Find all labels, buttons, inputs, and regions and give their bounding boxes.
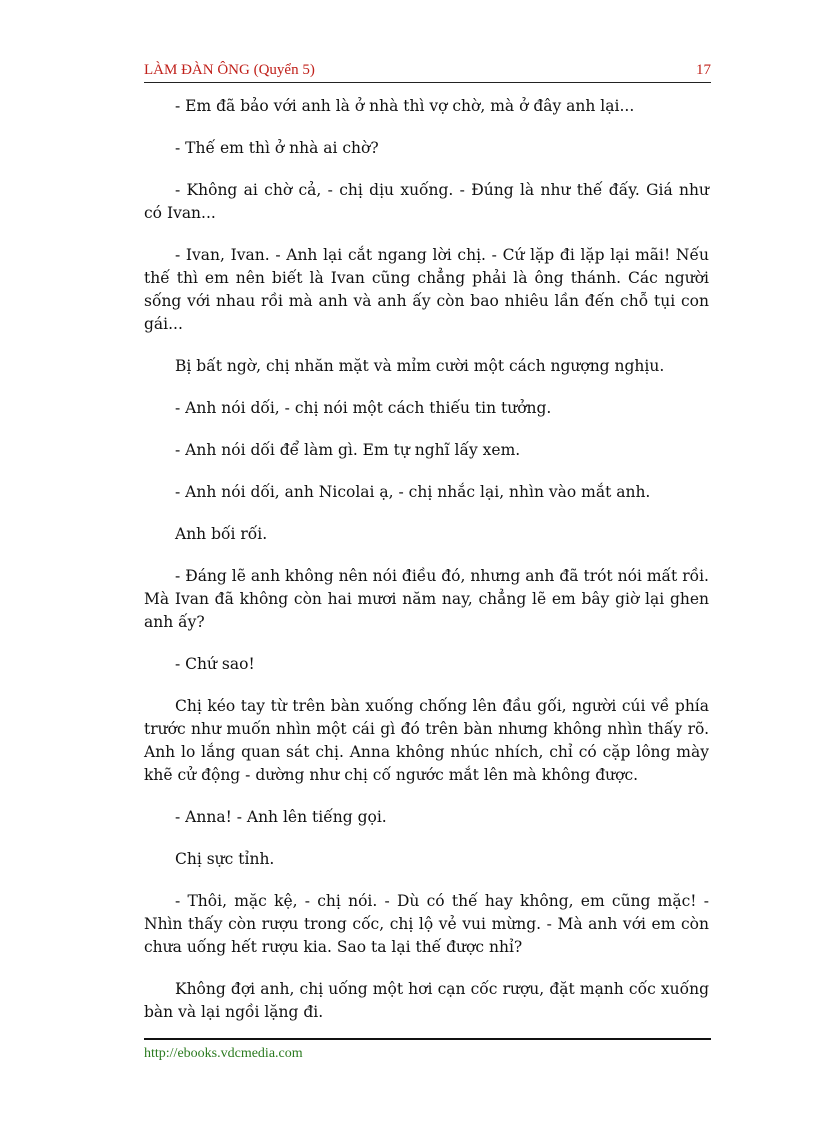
paragraph: Anh bối rối.: [175, 525, 268, 543]
footer-divider: [144, 1038, 711, 1040]
paragraph: Chị sực tỉnh.: [175, 850, 275, 868]
paragraph: - Anh nói dối, anh Nicolai ạ, - chị nhắc lại, nhìn vào mắt anh.: [175, 483, 651, 501]
header-divider: [144, 82, 711, 83]
paragraph: Bị bất ngờ, chị nhăn mặt và mỉm cười một cách ngượng nghịu.: [175, 357, 665, 375]
paragraph: - Em đã bảo với anh là ở nhà thì vợ chờ, mà ở đây anh lại...: [175, 97, 635, 115]
paragraph: - Thế em thì ở nhà ai chờ?: [175, 139, 379, 157]
paragraph: - Anna! - Anh lên tiếng gọi.: [175, 808, 387, 826]
paragraph: - Anh nói dối, - chị nói một cách thiếu tin tưởng.: [175, 399, 552, 417]
paragraph: - Chứ sao!: [175, 655, 255, 673]
book-title: LÀM ĐÀN ÔNG (Quyển 5): [144, 62, 315, 78]
page-body: [144, 95, 709, 1043]
paragraph: Chị kéo tay từ trên bàn xuống chống lên đầu gối, người cúi về phía trước như muốn nhìn một cái gì đó trên bàn nhưng không nhìn thấy rõ. Anh lo lắng quan sát chị. Anna không nhúc nhích, chỉ có cặp lông mày khẽ cử động - dường như chị cố ngước mắt lên mà không được.: [144, 697, 709, 784]
paragraph: - Ivan, Ivan. - Anh lại cắt ngang lời chị. - Cứ lặp đi lặp lại mãi! Nếu thế thì em nên biết là Ivan cũng chẳng phải là ông thánh. Các người sống với nhau rồi mà anh và anh ấy còn bao nhiêu lần đến chỗ tụi con gái...: [144, 246, 709, 333]
paragraph: - Thôi, mặc kệ, - chị nói. - Dù có thế hay không, em cũng mặc! - Nhìn thấy còn rượu trong cốc, chị lộ vẻ vui mừng. - Mà anh với em còn chưa uống hết rượu kia. Sao ta lại thế được nhỉ?: [144, 892, 709, 956]
page-number: 17: [696, 62, 711, 78]
page-header: [144, 62, 711, 82]
paragraph: - Anh nói dối để làm gì. Em tự nghĩ lấy xem.: [175, 441, 521, 459]
paragraph: Không đợi anh, chị uống một hơi cạn cốc rượu, đặt mạnh cốc xuống bàn và lại ngồi lặng đi.: [144, 980, 709, 1021]
paragraph: - Đáng lẽ anh không nên nói điều đó, nhưng anh đã trót nói mất rồi. Mà Ivan đã không còn hai mươi năm nay, chẳng lẽ em bây giờ lại ghen anh ấy?: [144, 567, 709, 631]
footer-link[interactable]: http://ebooks.vdcmedia.com: [144, 1046, 303, 1061]
paragraph: - Không ai chờ cả, - chị dịu xuống. - Đúng là như thế đấy. Giá như có Ivan...: [144, 181, 709, 222]
